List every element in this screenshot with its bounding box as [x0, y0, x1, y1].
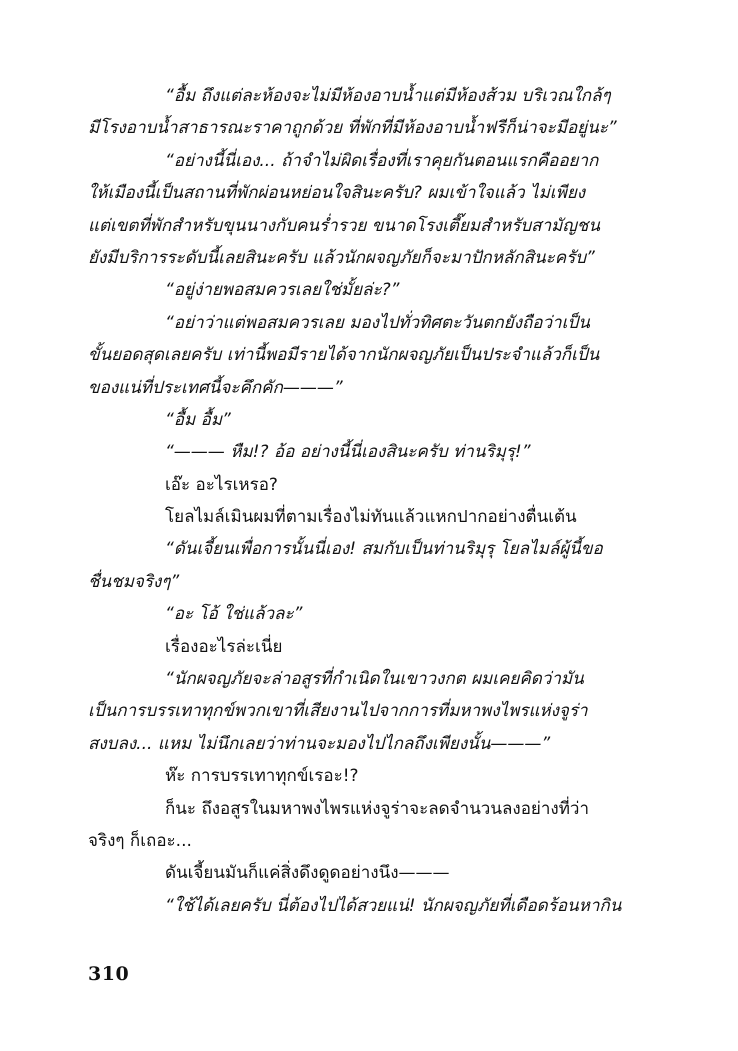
- text-line: เป็นการบรรเทาทุกข์พวกเขาที่เสียงานไปจากการที่มหาพงไพรแห่งจูร่า: [88, 701, 588, 722]
- text-line: “อะ โอ้ ใช่แล้วละ”: [165, 604, 303, 625]
- text-line: “นักผจญภัยจะล่าอสูรที่กำเนิดในเขาวงกต ผมเคยคิดว่ามัน: [165, 669, 584, 690]
- text-line: แต่เขตที่พักสำหรับขุนนางกับคนร่ำรวย ขนาดโรงเตี๊ยมสำหรับสามัญชน: [88, 215, 600, 236]
- text-line: “อื้ม อื้ม”: [165, 409, 231, 430]
- text-line: ให้เมืองนี้เป็นสถานที่พักผ่อนหย่อนใจสินะครับ? ผมเข้าใจแล้ว ไม่เพียง: [88, 183, 586, 204]
- page-number: 310: [88, 963, 130, 985]
- body-text: [88, 80, 668, 922]
- text-line: “ใช้ได้เลยครับ นี่ต้องไปได้สวยแน่! นักผจญภัยที่เดือดร้อนหากิน: [165, 895, 622, 916]
- text-line: เอ๊ะ อะไรเหรอ?: [165, 474, 278, 495]
- text-line: “อย่างนี้นี่เอง... ถ้าจำไม่ผิดเรื่องที่เราคุยกันตอนแรกคืออยาก: [165, 150, 599, 171]
- text-line: ของแน่ที่ประเทศนี้จะคึกคัก———”: [88, 377, 343, 398]
- text-line: ดันเจี้ยนมันก็แค่สิ่งดึงดูดอย่างนึง———: [165, 863, 450, 884]
- text-line: มีโรงอาบน้ำสาธารณะราคาถูกด้วย ที่พักที่มีห้องอาบน้ำฟรีก็น่าจะมีอยู่นะ”: [88, 118, 617, 139]
- text-line: ก็นะ ถึงอสูรในมหาพงไพรแห่งจูร่าจะลดจำนวนลงอย่างที่ว่า: [165, 798, 590, 819]
- text-line: โยลไมล์เมินผมที่ตามเรื่องไม่ทันแล้วแหกปากอย่างตื่นเต้น: [165, 507, 577, 528]
- text-line: “อยู่ง่ายพอสมควรเลยใช่มั้ยล่ะ?”: [165, 280, 400, 301]
- text-line: เรื่องอะไรล่ะเนี่ย: [165, 636, 283, 657]
- text-line: จริงๆ ก็เถอะ...: [88, 830, 192, 851]
- text-line: “ดันเจี้ยนเพื่อการนั้นนี่เอง! สมกับเป็นท่านริมุรุ โยลไมล์ผู้นี้ขอ: [165, 539, 603, 560]
- text-line: “อย่าว่าแต่พอสมควรเลย มองไปทั่วทิศตะวันตกยังถือว่าเป็น: [165, 312, 590, 333]
- text-line: ยังมีบริการระดับนี้เลยสินะครับ แล้วนักผจญภัยก็จะมาปักหลักสินะครับ”: [88, 247, 595, 268]
- text-line: “——— หืม!? อ้อ อย่างนี้นี่เองสินะครับ ท่านริมุรุ!”: [165, 442, 531, 463]
- text-line: “อื้ม ถึงแต่ละห้องจะไม่มีห้องอาบน้ำแต่มีห้องส้วม บริเวณใกล้ๆ: [165, 86, 611, 106]
- text-line: สงบลง... แหม ไม่นึกเลยว่าท่านจะมองไปไกลถึงเพียงนั้น———”: [88, 733, 551, 754]
- text-line: ห๊ะ การบรรเทาทุกข์เรอะ!?: [165, 766, 359, 787]
- text-line: ขั้นยอดสุดเลยครับ เท่านี้พอมีรายได้จากนักผจญภัยเป็นประจำแล้วก็เป็น: [88, 345, 600, 366]
- text-line: ชื่นชมจริงๆ”: [88, 571, 180, 592]
